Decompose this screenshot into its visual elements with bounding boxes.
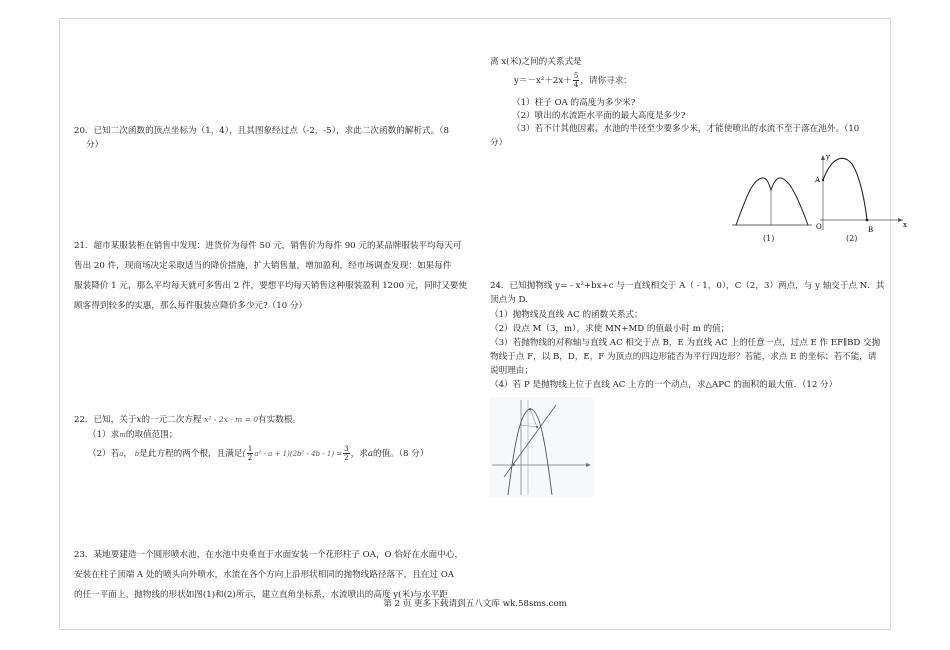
fig2-axis-x: x bbox=[903, 221, 907, 229]
q23-sub2: （2）喷出的水流距水平面的最大高度是多少? bbox=[512, 111, 686, 121]
q21-line1: 21．超市某服装柜在销售中发现：进货价为每件 50 元，销售价为每件 90 元的某品牌服装平均每天可 bbox=[74, 241, 462, 251]
q22-fraction-2: $\frac{3}{2}$ bbox=[344, 445, 349, 462]
q24-parabola-graph bbox=[490, 397, 595, 497]
q20-line1: 20．已知二次函数的顶点坐标为（1，4），且其图象经过点（-2，-5），求此二次函数的解析式。（8 bbox=[74, 126, 449, 136]
fig1-label: (1) bbox=[763, 234, 775, 243]
fountain-figure-2 bbox=[810, 150, 910, 240]
q23-sub1: （1）柱子 OA 的高度为多少米? bbox=[512, 98, 636, 108]
q24-point-a bbox=[513, 464, 515, 466]
question-22 bbox=[74, 410, 474, 464]
q23-sub3: （3）若不计其他因素，水池的半径至少要多少米，才能使喷出的水流不至于落在池外。（10 bbox=[512, 124, 860, 134]
q24-line2: 顶点为 D. bbox=[490, 295, 528, 305]
q21-line2: 售出 20 件，现商场决定采取适当的降价措施，扩大销售量，增加盈利，经市场调查发现：如果每件 bbox=[74, 261, 452, 271]
q23-cont-line1: 离 x(米)之间的关系式是 bbox=[490, 57, 582, 67]
q24-sub2: （2）设点 M（3，m），求使 MN+MD 的值最小时 m 的值； bbox=[490, 324, 730, 334]
q23-line3: 的任一平面上，抛物线的形状如图(1)和(2)所示，建立直角坐标系，水流喷出的高度 y(米)与水平距 bbox=[74, 590, 448, 600]
page-border bbox=[59, 18, 891, 630]
fig2-y-arrow bbox=[821, 155, 825, 160]
q24-point-d bbox=[529, 408, 531, 410]
fig2-point-a: A bbox=[815, 176, 821, 184]
q22-line1: 22．已知，关于x的一元二次方程 x² - 2x - m = 0有实数根。 bbox=[74, 415, 302, 425]
fig2-point-b: B bbox=[868, 226, 874, 234]
q24-sub3a: （3）若抛物线的对称轴与直线 AC 相交于点 B，E 为直线 AC 上的任意一点，过点 E 作 EF∥BD 交抛 bbox=[490, 338, 881, 348]
q23-line1: 23．某地要建造一个圆形喷水池，在水池中央垂直于水面安装一个花形柱子 OA，O 恰好在水面中心， bbox=[74, 550, 464, 560]
q21-line4: 顾客得到较多的实惠，那么每件服装应降价多少元?（10 分） bbox=[74, 301, 308, 311]
q24-line1: 24．已知抛物线 y= - x²+bx+c 与一直线相交于 A（ - 1，0），C（2，3）两点，与 y 轴交于点 N．其 bbox=[490, 281, 885, 291]
q24-graph-background bbox=[490, 397, 595, 497]
q23-fraction: $\frac{5}{4}$ bbox=[573, 72, 579, 89]
fig2-axis-y: y bbox=[826, 153, 830, 161]
q24-sub1: （1）抛物线及直线 AC 的函数关系式； bbox=[490, 310, 643, 320]
fig2-parabola bbox=[823, 158, 867, 220]
fig2-origin: O bbox=[816, 223, 822, 231]
page-footer: 第 2 页 更多下载请到五八文库 wk.58sms.com bbox=[383, 599, 567, 609]
fig2-point-b-dot bbox=[866, 219, 869, 222]
q22-fraction-1: $\frac{1}{2}$ bbox=[247, 445, 253, 462]
question-20 bbox=[74, 121, 474, 155]
question-21 bbox=[74, 236, 474, 316]
q24-sub3c: 说明理由； bbox=[490, 366, 533, 376]
question-23 bbox=[74, 545, 474, 605]
q23-sub3-tail: 分） bbox=[490, 138, 508, 148]
q20-line2: 分） bbox=[86, 140, 104, 150]
q24-sub4: （4）若 P 是抛物线上位于直线 AC 上方的一个动点，求△APC 的面积的最大值．（12 分） bbox=[490, 380, 838, 390]
q24-point-c bbox=[536, 426, 538, 428]
q22-sub1: （1）求m的取值范围； bbox=[88, 430, 178, 440]
fig1-water-curve bbox=[736, 178, 808, 225]
q23-formula: y＝－x²＋2x＋ $\frac{5}{4}$ ，请你寻求： bbox=[514, 72, 632, 89]
q23-line2: 安装在柱子顶端 A 处的喷头向外喷水，水流在各个方向上沿形状相同的抛物线路径落下，且在过 OA bbox=[74, 570, 454, 580]
fig2-label: (2) bbox=[846, 234, 858, 243]
fig2-point-a-dot bbox=[822, 179, 824, 181]
q24-sub3b: 物线于点 F，以 B，D，E，F 为顶点的四边形能否为平行四边形？若能，求点 E 的坐标；若不能，请 bbox=[490, 352, 877, 362]
q22-sub2: （2）若a， b是此方程的两个根，且满足( $\frac{1}{2}$ a² - a + 1)(2b² - 4b - 1) = $\frac{3}{2}$ ，求a的值。（8 分） bbox=[88, 445, 429, 462]
q22-equation: x² - 2x - m = 0 bbox=[204, 415, 259, 424]
q21-line3: 服装降价 1 元，那么平均每天就可多售出 2 件，要想平均每天销售这种服装盈利 1200 元，同时又要使 bbox=[74, 281, 467, 291]
